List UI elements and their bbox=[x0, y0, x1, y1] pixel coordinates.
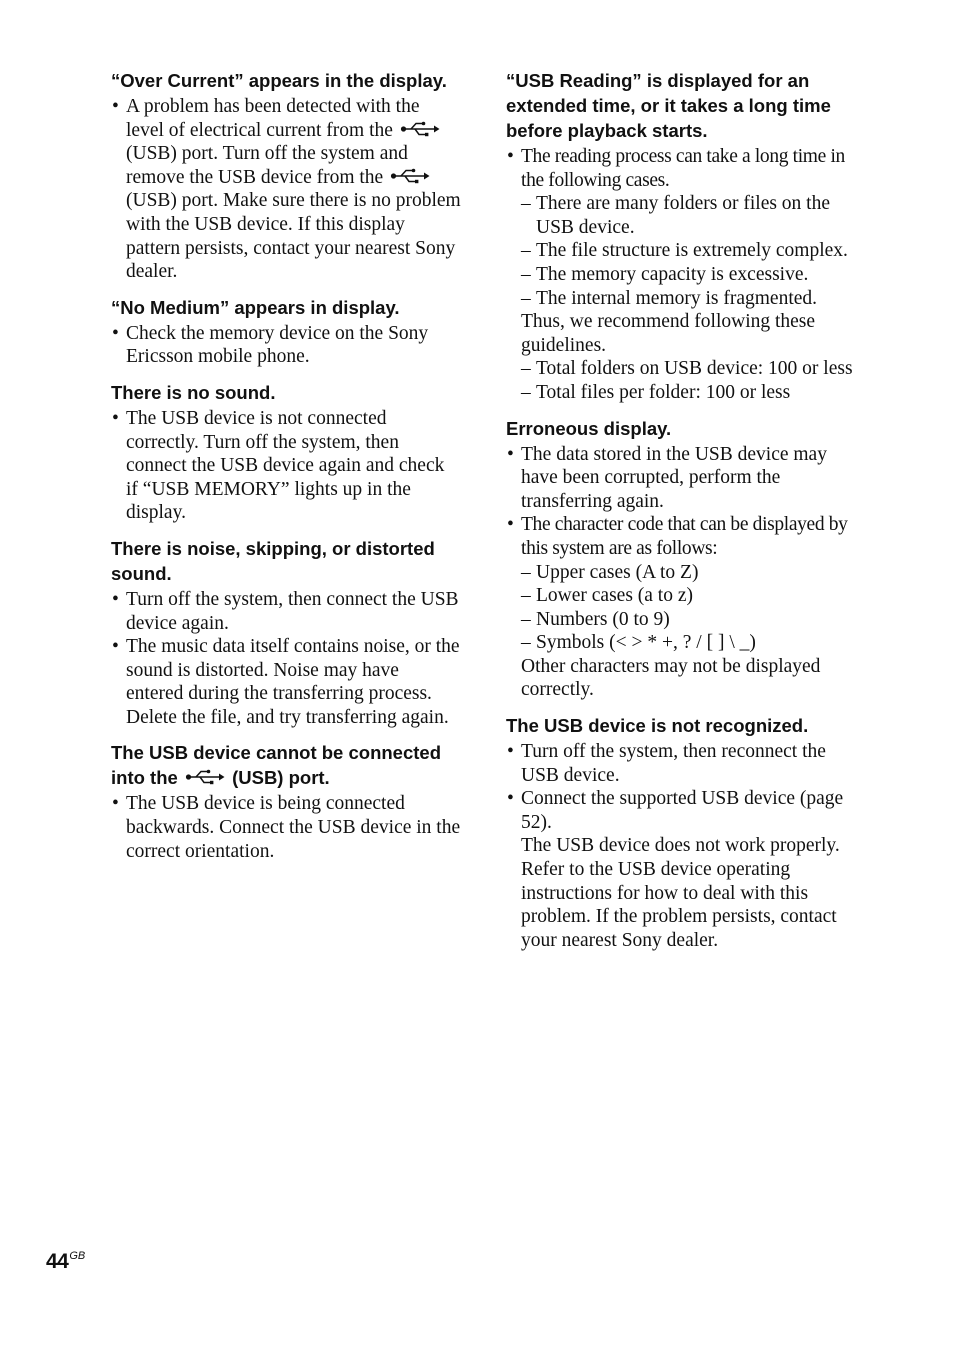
heading-not-recognized: The USB device is not recognized. bbox=[506, 715, 809, 737]
guideline-text: Thus, we recommend following these guidelines. bbox=[521, 311, 816, 356]
dash-group-characters bbox=[506, 561, 858, 703]
text-over-current-c: (USB) port. Make sure there is no problem with the USB device. If this display pattern persists, contact your nearest Sony dealer. bbox=[126, 190, 461, 283]
dash-item: – Total files per folder: 100 or less bbox=[521, 381, 858, 405]
dash-item: – The file structure is extremely complex. bbox=[521, 239, 858, 263]
heading-cannot-connect-a: The USB device cannot be connected into the bbox=[111, 742, 441, 789]
section-over-current bbox=[111, 68, 461, 284]
left-column bbox=[111, 68, 461, 874]
other-characters-text: Other characters may not be displayed correctly. bbox=[521, 655, 821, 701]
page-number bbox=[46, 1250, 85, 1274]
usb-icon bbox=[185, 769, 225, 785]
dash-item: – Total folders on USB device: 100 or less bbox=[521, 357, 858, 381]
bullet-not-recognized-2: • Connect the supported USB device (page 52). bbox=[506, 787, 858, 834]
section-usb-reading bbox=[506, 68, 858, 405]
bullet-noise-2: • The music data itself contains noise, or the sound is distorted. Noise may have entered during the transferring process. Delete the file, and try transferring again. bbox=[111, 635, 461, 729]
bullet-cannot-connect: • The USB device is being connected backwards. Connect the USB device in the correct orientation. bbox=[111, 792, 461, 863]
heading-no-sound: There is no sound. bbox=[111, 381, 276, 403]
section-erroneous-display bbox=[506, 416, 858, 703]
section-no-medium bbox=[111, 295, 461, 369]
usb-icon bbox=[390, 168, 430, 184]
bullet-noise-1: • Turn off the system, then connect the USB device again. bbox=[111, 588, 461, 635]
heading-cannot-connect-b: (USB) port. bbox=[232, 767, 330, 789]
heading-no-medium: “No Medium” appears in display. bbox=[111, 296, 400, 318]
section-cannot-connect bbox=[111, 740, 461, 863]
dash-item: – There are many folders or files on the USB device. bbox=[521, 192, 858, 239]
page-number-suffix: GB bbox=[69, 1250, 86, 1262]
bullet-usb-reading: • The reading process can take a long time in the following cases. bbox=[506, 145, 858, 192]
bullet-no-medium: • Check the memory device on the Sony Ericsson mobile phone. bbox=[111, 322, 461, 369]
dash-item: – Upper cases (A to Z) bbox=[521, 561, 858, 585]
heading-over-current: “Over Current” appears in the display. bbox=[111, 70, 447, 91]
heading-cannot-connect bbox=[111, 740, 461, 790]
usb-icon bbox=[400, 121, 440, 137]
bullet-no-sound: • The USB device is not connected correctly. Turn off the system, then connect the USB device again and check if “USB MEMORY” lights up in the display. bbox=[111, 407, 461, 525]
section-not-recognized bbox=[506, 713, 858, 952]
page-number-value: 44 bbox=[46, 1250, 69, 1273]
bullet-erroneous-2: • The character code that can be displayed by this system are as follows: bbox=[506, 513, 858, 560]
bullet-erroneous-1: • The data stored in the USB device may have been corrupted, perform the transferring again. bbox=[506, 443, 858, 514]
dash-item: – The memory capacity is excessive. bbox=[521, 263, 858, 287]
dash-item: – Numbers (0 to 9) bbox=[521, 608, 858, 632]
not-recognized-note: The USB device does not work properly. Refer to the USB device operating instructions for how to deal with this problem. If the problem persists, contact your nearest Sony dealer. bbox=[521, 835, 840, 951]
section-noise bbox=[111, 536, 461, 730]
dash-item: – Symbols (< > * +, ? / [ ] \ _) bbox=[521, 631, 858, 655]
bullet-over-current bbox=[111, 95, 461, 284]
bullet-not-recognized-1: • Turn off the system, then reconnect the USB device. bbox=[506, 740, 858, 787]
dash-item: – The internal memory is fragmented. bbox=[521, 287, 858, 311]
heading-erroneous-display: Erroneous display. bbox=[506, 417, 672, 439]
right-column bbox=[506, 68, 858, 963]
dash-group-usb-reading bbox=[506, 192, 858, 404]
text-over-current-a: A problem has been detected with the level of electrical current from the bbox=[126, 96, 420, 141]
heading-usb-reading: “USB Reading” is displayed for an extended time, or it takes a long time before playback starts. bbox=[506, 70, 831, 141]
heading-noise: There is noise, skipping, or distorted sound. bbox=[111, 537, 435, 584]
text-over-current-b: (USB) port. Turn off the system and remove the USB device from the bbox=[126, 143, 408, 188]
dash-item: – Lower cases (a to z) bbox=[521, 584, 858, 608]
section-no-sound bbox=[111, 380, 461, 525]
